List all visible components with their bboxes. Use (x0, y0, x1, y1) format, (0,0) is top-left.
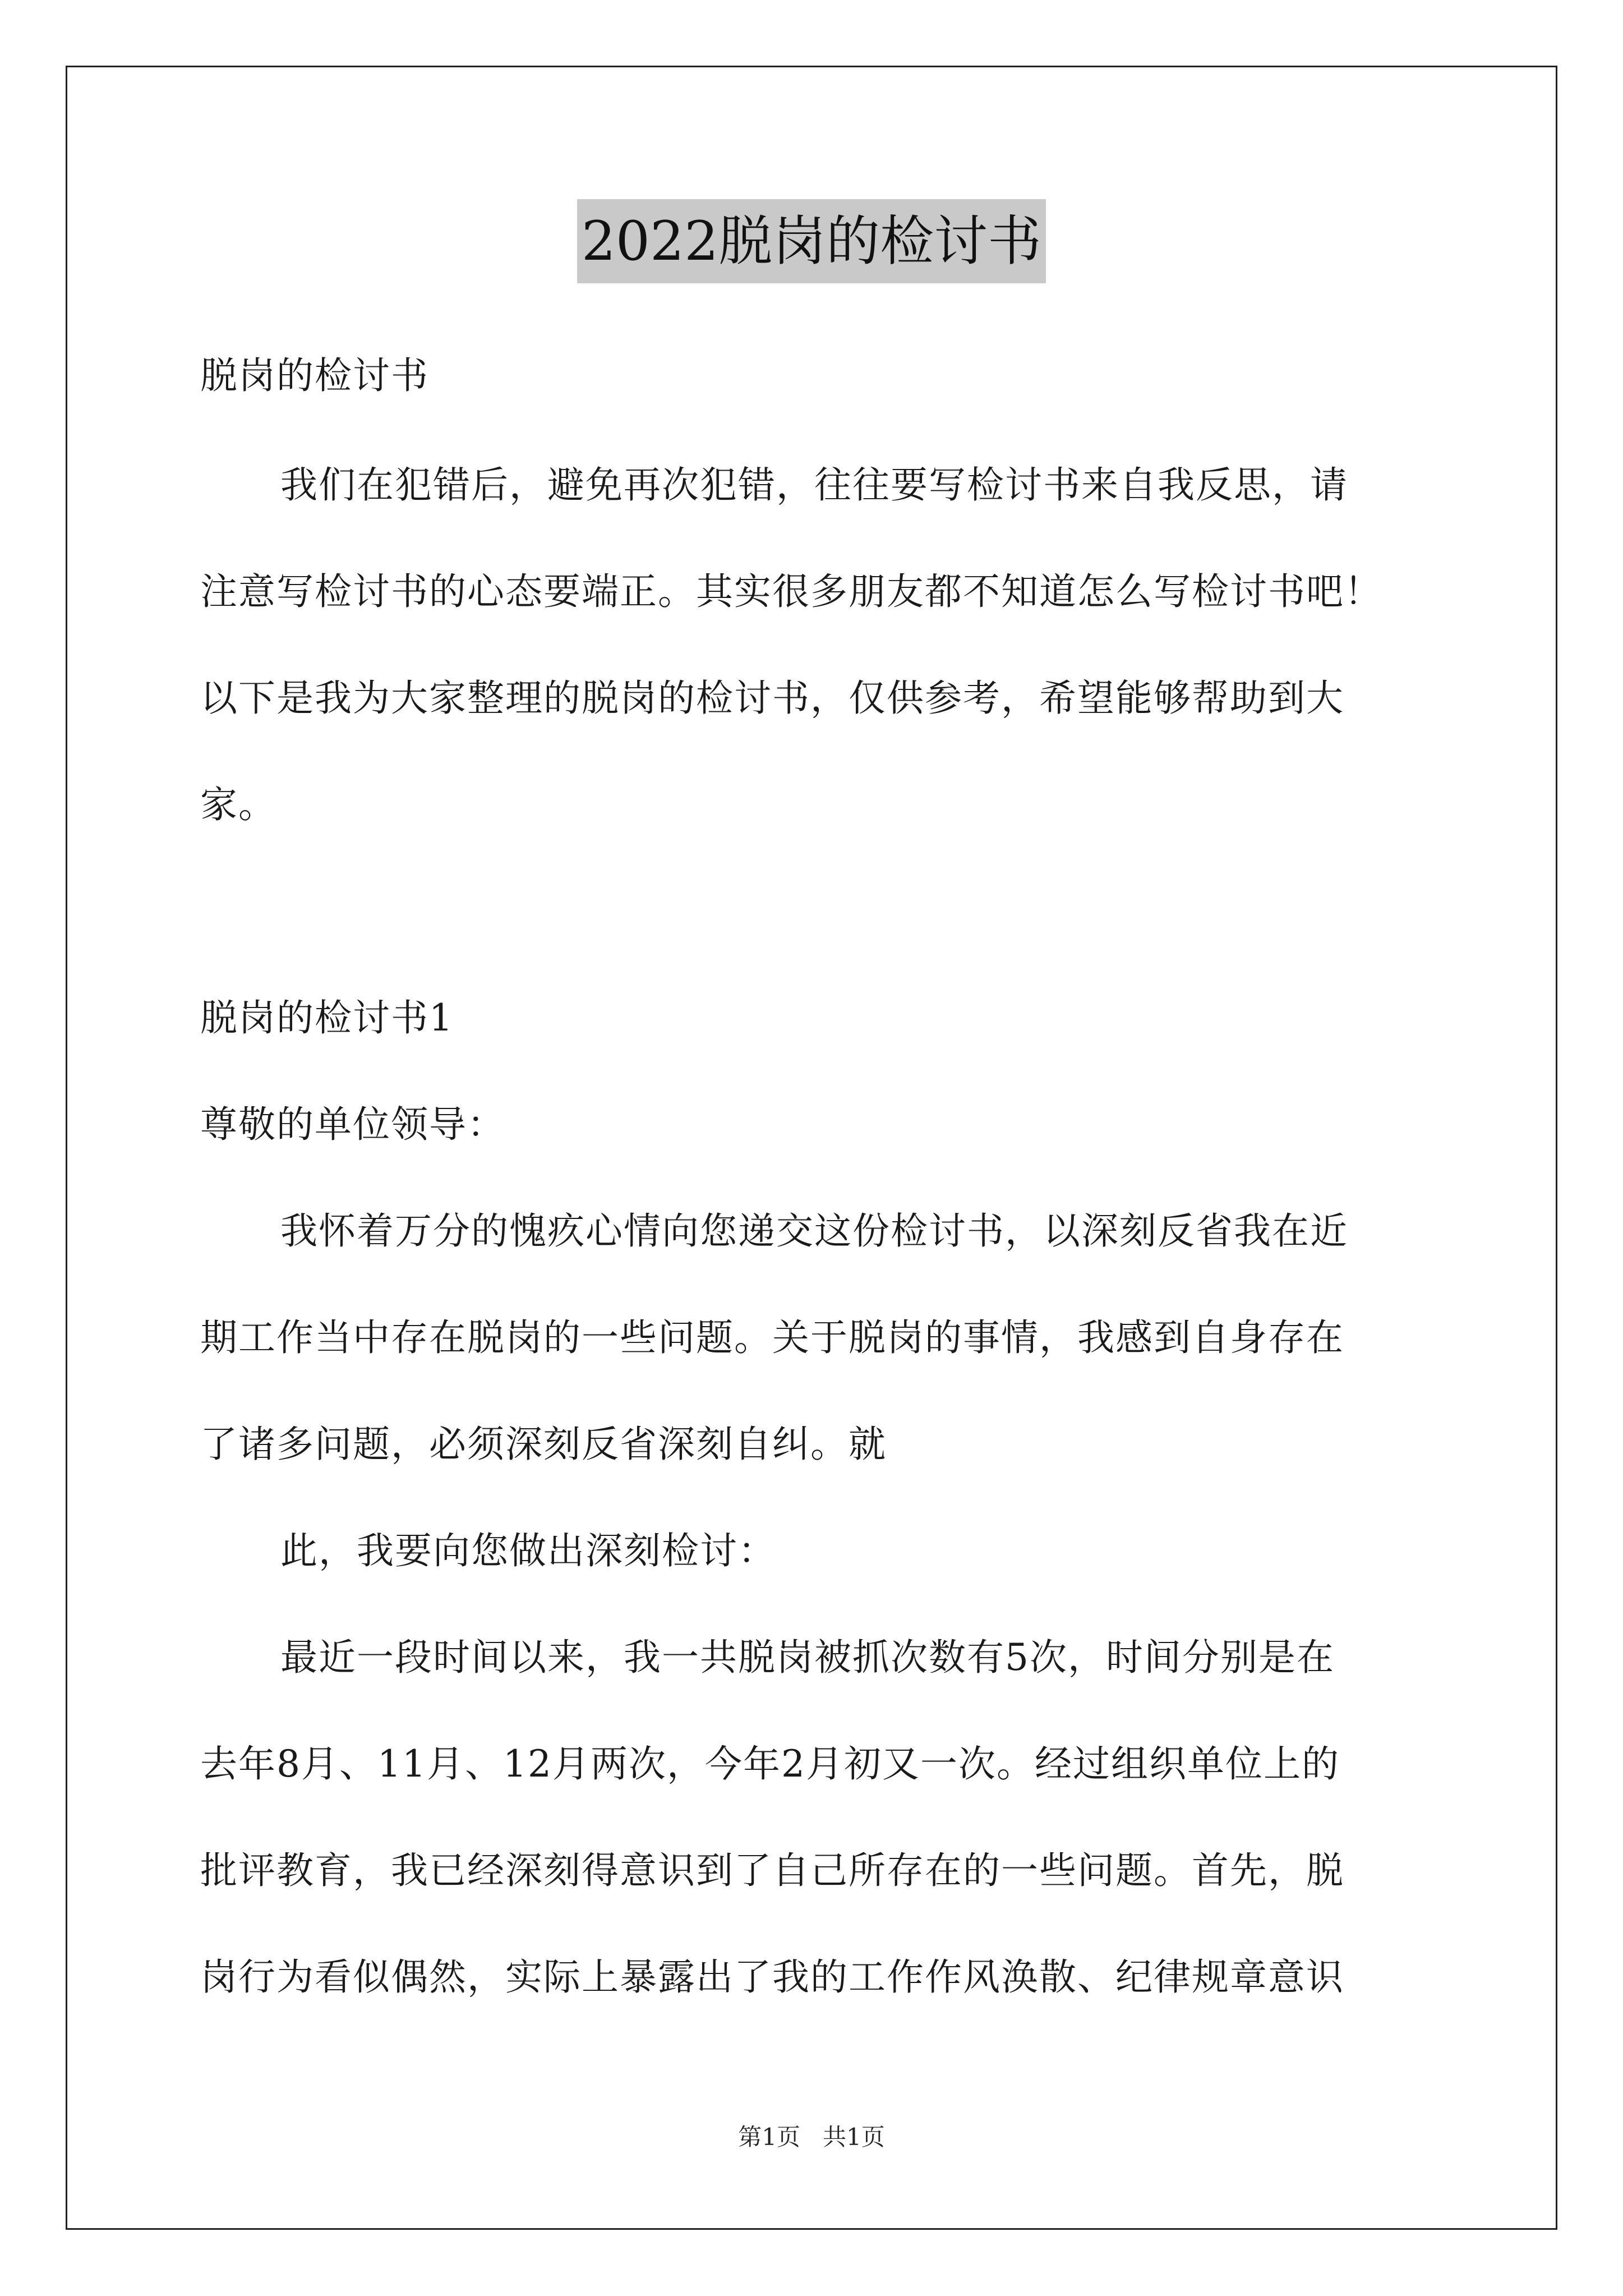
document-heading: 脱岗的检讨书 (200, 354, 429, 397)
paragraph3-line-2: 去年8月、11月、12月两次，今年2月初又一次。经过组织单位上的 (200, 1742, 1340, 1786)
intro-line-1: 我们在犯错后，避免再次犯错，往往要写检讨书来自我反思，请 (280, 463, 1348, 507)
intro-line-2: 注意写检讨书的心态要端正。其实很多朋友都不知道怎么写检讨书吧！ (200, 570, 1382, 613)
paragraph1-line-3: 了诸多问题，必须深刻反省深刻自纠。就 (200, 1423, 887, 1466)
document-title: 2022脱岗的检讨书 (577, 199, 1046, 283)
paragraph3-line-4: 岗行为看似偶然，实际上暴露出了我的工作作风涣散、纪律规章意识 (200, 1955, 1344, 1999)
page-number-total: 共1页 (823, 2123, 885, 2151)
intro-line-3: 以下是我为大家整理的脱岗的检讨书，仅供参考，希望能够帮助到大 (200, 677, 1344, 720)
paragraph2-line: 此，我要向您做出深刻检讨： (280, 1529, 776, 1572)
salutation: 尊敬的单位领导： (200, 1103, 505, 1146)
paragraph3-line-3: 批评教育，我已经深刻得意识到了自己所存在的一些问题。首先，脱 (200, 1849, 1344, 1892)
section-title: 脱岗的检讨书1 (200, 996, 454, 1039)
intro-line-4: 家。 (200, 783, 276, 826)
page-number-current: 第1页 (738, 2123, 800, 2151)
paragraph3-line-1: 最近一段时间以来，我一共脱岗被抓次数有5次，时间分别是在 (280, 1636, 1335, 1679)
paragraph1-line-1: 我怀着万分的愧疚心情向您递交这份检讨书，以深刻反省我在近 (280, 1209, 1348, 1253)
paragraph1-line-2: 期工作当中存在脱岗的一些问题。关于脱岗的事情，我感到自身存在 (200, 1316, 1344, 1359)
title-container (0, 199, 1623, 283)
page-footer (0, 2120, 1623, 2154)
